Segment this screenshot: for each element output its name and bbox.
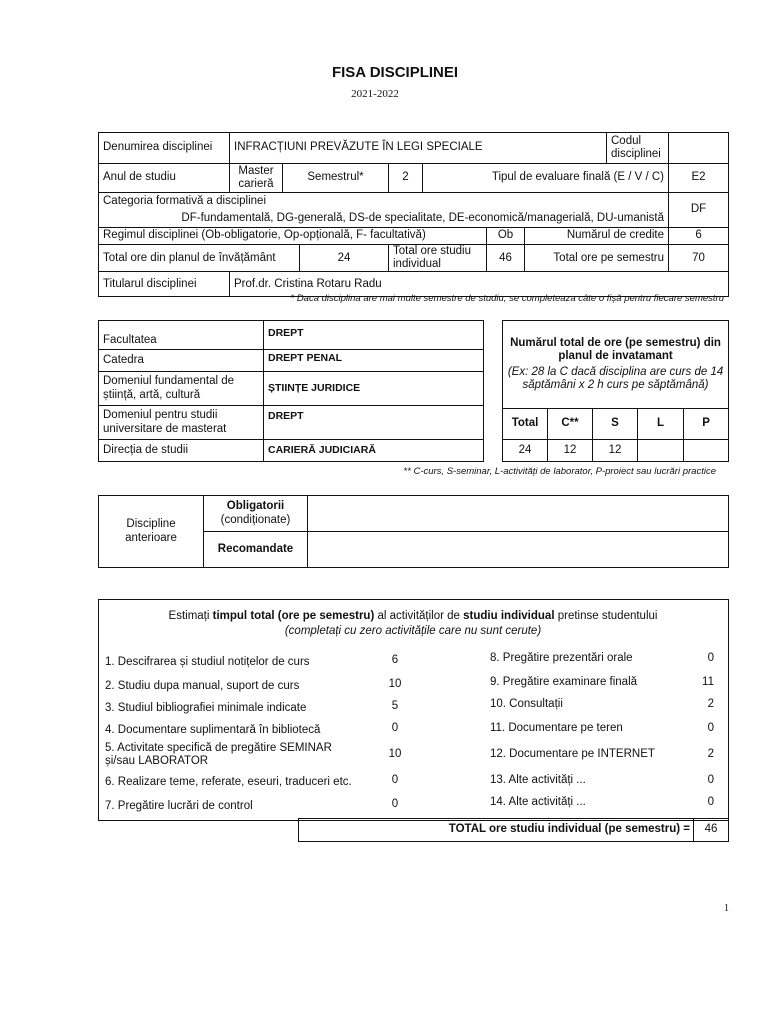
credite-value: 6: [669, 228, 729, 245]
right-activity-value: 0: [707, 722, 714, 734]
credite-label: Numărul de credite: [525, 228, 669, 245]
left-activity-value: 5: [391, 700, 399, 712]
anul-value: Master carieră: [230, 164, 283, 193]
right-activity-value: 2: [707, 748, 714, 760]
recomandate-value: [308, 532, 729, 568]
right-activity-value: 11: [702, 676, 714, 688]
prior-label: Discipline anterioare: [99, 496, 204, 568]
hours-col-laborator: L: [638, 409, 684, 440]
left-activity-value: 0: [391, 798, 399, 810]
ore-plan-label: Total ore din planul de învățământ: [99, 245, 300, 272]
obligatorii-cell: [204, 496, 308, 532]
left-activity-label: 6. Realizare teme, referate, eseuri, traduceri etc.: [105, 776, 352, 788]
total-row: [298, 818, 729, 842]
hours-val-curs: 12: [548, 440, 593, 462]
discipline-info-table: [98, 132, 729, 297]
hours-col-total: Total: [503, 409, 548, 440]
right-activity-label: 12. Documentare pe INTERNET: [490, 748, 655, 760]
left-activity-value: 6: [391, 654, 399, 666]
hours-header-cell: [503, 321, 729, 409]
right-activity-value: 2: [707, 698, 714, 710]
obligatorii-value: [308, 496, 729, 532]
facultatea-label: Facultatea: [99, 321, 264, 350]
semestrul-value: 2: [389, 164, 423, 193]
left-activity-label: 7. Pregătire lucrări de control: [105, 800, 253, 812]
hours-col-curs: C**: [548, 409, 593, 440]
codul-value: [669, 133, 729, 164]
categoria-cell: [99, 193, 669, 228]
faculty-info-table: [98, 320, 484, 462]
denumire-value: INFRACȚIUNI PREVĂZUTE ÎN LEGI SPECIALE: [230, 133, 607, 164]
categoria-label: Categoria formativă a disciplinei: [103, 194, 266, 207]
facultatea-value: DREPT: [264, 321, 484, 350]
hours-val-proiect: [684, 440, 729, 462]
total-value: 46: [704, 823, 718, 835]
ore-semestru-label: Total ore pe semestru: [525, 245, 669, 272]
right-activity-label: 14. Alte activități ...: [490, 796, 586, 808]
left-activity-label: 1. Descifrarea și studiul notițelor de curs: [105, 656, 310, 668]
right-activity-label: 13. Alte activități ...: [490, 774, 586, 786]
domeniul-masterat-label: Domeniul pentru studii universitare de masterat: [99, 406, 264, 440]
left-activity-label: 2. Studiu dupa manual, suport de curs: [105, 680, 300, 692]
right-activity-value: 0: [707, 652, 714, 664]
obligatorii-label: Obligatorii: [226, 500, 285, 513]
left-activity-label: 4. Documentare suplimentară în bibliotecă: [105, 724, 321, 736]
right-activity-value: 0: [707, 796, 714, 808]
recomandate-label: Recomandate: [204, 532, 308, 568]
hours-example: (Ex: 28 la C dacă disciplina are curs de 14 săptămâni x 2 h curs pe săptămână): [507, 365, 724, 391]
ore-plan-value: 24: [300, 245, 389, 272]
individual-study-subtitle: (completați cu zero activitățile care nu sunt cerute): [284, 625, 542, 637]
left-activity-label: 5. Activitate specifică de pregătire SEMINAR și/sau LABORATOR: [105, 742, 332, 768]
hours-table: [502, 320, 729, 462]
hours-col-seminar: S: [593, 409, 638, 440]
left-activity-label: 3. Studiul bibliografiei minimale indicate: [105, 702, 307, 714]
titular-value: Prof.dr. Cristina Rotaru Radu: [230, 272, 729, 297]
left-activity-value: 0: [391, 774, 399, 786]
right-activity-value: 0: [707, 774, 714, 786]
evaluare-value: E2: [669, 164, 729, 193]
hours-val-seminar: 12: [593, 440, 638, 462]
categoria-value: DF: [669, 193, 729, 228]
hours-val-laborator: [638, 440, 684, 462]
total-label: TOTAL ore studiu individual (pe semestru) =: [448, 823, 690, 835]
ore-semestru-value: 70: [669, 245, 729, 272]
left-activity-value: 10: [388, 748, 402, 760]
catedra-label: Catedra: [99, 350, 264, 372]
hours-col-proiect: P: [684, 409, 729, 440]
right-activity-label: 11. Documentare pe teren: [490, 722, 623, 734]
domeniul-fundamental-label: Domeniul fundamental de știință, artă, cultură: [99, 372, 264, 406]
categoria-legend: DF-fundamentală, DG-generală, DS-de specialitate, DE-economică/managerială, DU-umanistă: [181, 212, 665, 224]
hours-val-total: 24: [503, 440, 548, 462]
evaluare-label: Tipul de evaluare finală (E / V / C): [423, 164, 669, 193]
left-activity-value: 0: [391, 722, 399, 734]
prior-disciplines-table: [98, 495, 729, 568]
ore-individual-value: 46: [487, 245, 525, 272]
domeniul-masterat-value: DREPT: [264, 406, 484, 440]
ore-individual-label: Total ore studiu individual: [389, 245, 487, 272]
hours-title: Numărul total de ore (pe semestru) din planul de invatamant: [510, 337, 721, 363]
codul-label: Codul disciplinei: [607, 133, 669, 164]
directia-label: Direcția de studii: [99, 440, 264, 462]
right-activity-label: 10. Consultații: [490, 698, 563, 710]
catedra-value: DREPT PENAL: [264, 350, 484, 372]
titular-label: Titularul disciplinei: [99, 272, 230, 297]
denumire-label: Denumirea disciplinei: [99, 133, 230, 164]
directia-value: CARIERĂ JUDICIARĂ: [264, 440, 484, 462]
academic-year: 2021-2022: [351, 88, 399, 100]
anul-label: Anul de studiu: [99, 164, 230, 193]
obligatorii-sub: (condiționate): [220, 513, 291, 526]
regimul-label: Regimul disciplinei (Ob-obligatorie, Op-opțională, F- facultativă): [99, 228, 487, 245]
individual-study-title: Estimați timpul total (ore pe semestru) al activităților de studiu individual pretinse studentului: [168, 610, 658, 622]
right-activity-label: 9. Pregătire examinare finală: [490, 676, 638, 688]
footnote-hours: ** C-curs, S-seminar, L-activități de laborator, P-proiect sau lucrări practice: [403, 466, 716, 477]
right-activity-label: 8. Pregătire prezentări orale: [490, 652, 633, 664]
page-number: 1: [724, 903, 729, 914]
domeniul-fundamental-value: ȘTIINȚE JURIDICE: [264, 372, 484, 406]
semestrul-label: Semestrul*: [283, 164, 389, 193]
regimul-value: Ob: [487, 228, 525, 245]
page-title: FISA DISCIPLINEI: [331, 64, 459, 81]
left-activity-value: 10: [388, 678, 402, 690]
footnote-semestre: * Daca disciplina are mai multe semestre de studiu, se completeaza câte o fișă pentru fiecare semestru: [290, 293, 724, 304]
